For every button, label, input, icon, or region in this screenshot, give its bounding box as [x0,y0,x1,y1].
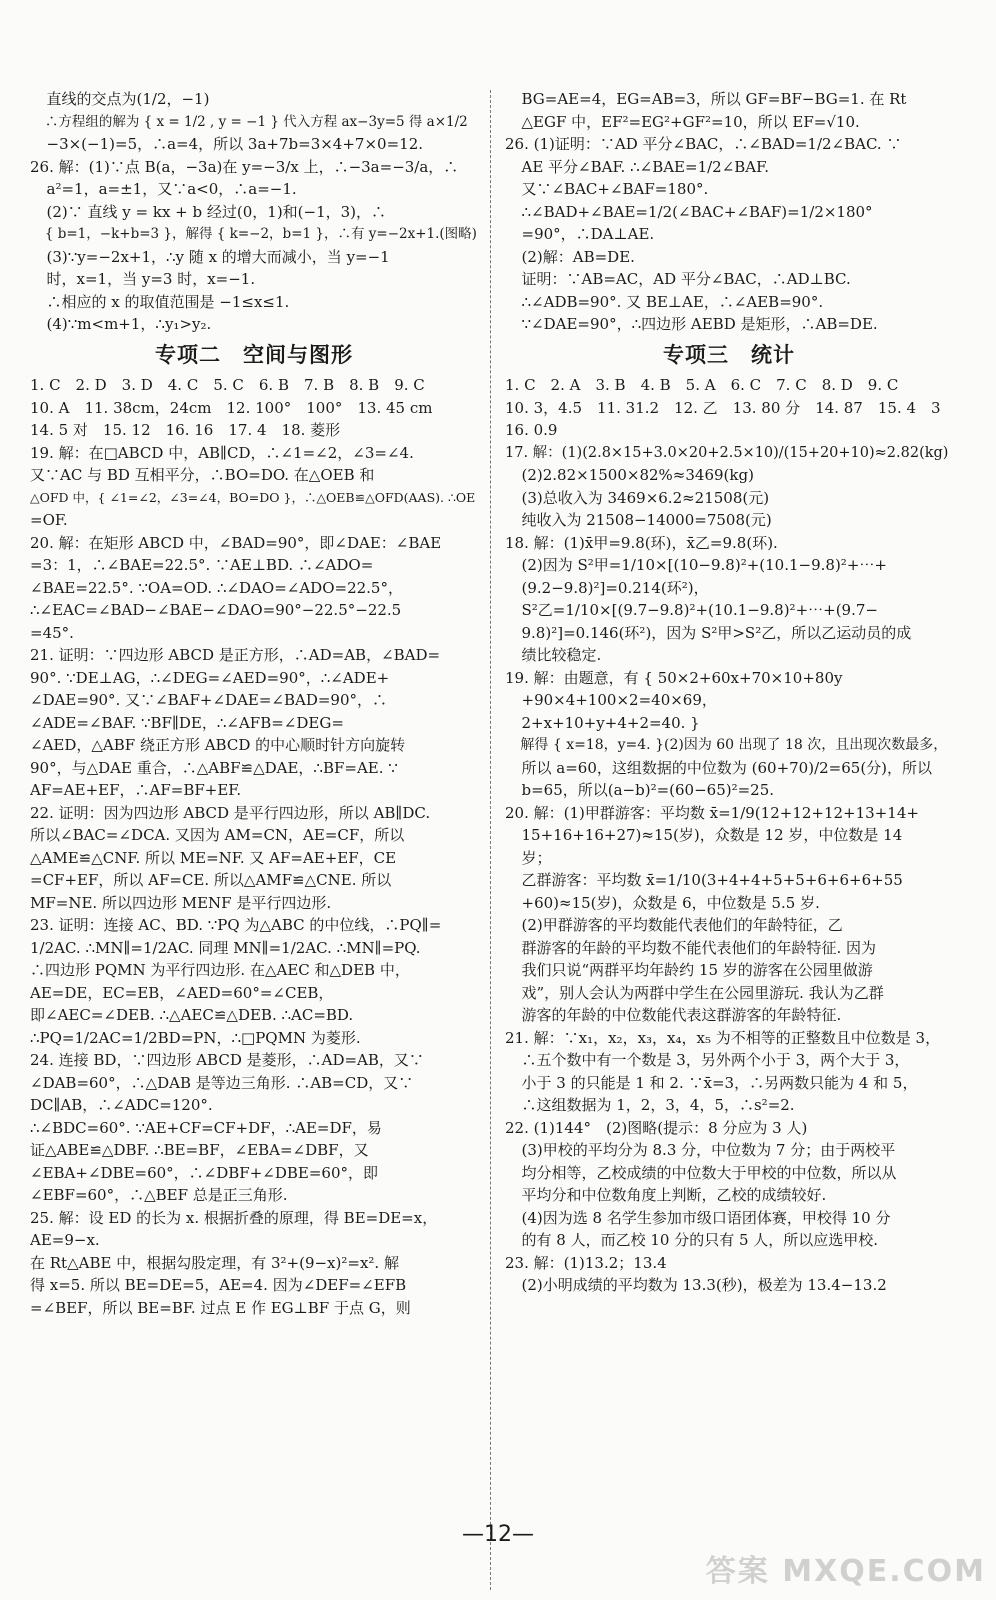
question-21-stats [505,1027,953,1117]
watermark-logo [706,1546,986,1590]
text-line: 在 Rt△ABE 中，根据勾股定理，有 3²+(9−x)²=x². 解 [30,1253,399,1272]
text-line: AE=9−x. [30,1231,100,1249]
answers-section-3 [505,374,953,442]
text-line: 解得 { x=18，y=4. }(2)因为 60 出现了 18 次，且出现次数最多， [520,737,948,753]
text-line: =OF. [30,511,68,529]
text-line: +90×4+100×2=40×69， [521,691,717,709]
text-line: 即∠AEC=∠DEB. ∴△AEC≌△DEB. ∴AC=BD. [30,1006,354,1024]
text-line: 小于 3 的只能是 1 和 2. ∵x̄=3，∴另两数只能为 4 和 5， [521,1073,918,1092]
block-intersection [30,88,478,156]
text-line: 又∵∠BAC+∠BAF=180°. [521,180,709,198]
text-line: ∴∠BAD+∠BAE=1/2(∠BAC+∠BAF)=1/2×180° [521,202,873,221]
text-line: 我们只说“两群平均年龄约 15 岁的游客在公园里做游 [521,961,873,979]
text-line: ∠DAE=90°. 又∵∠BAF+∠DAE=∠BAD=90°，∴ [30,691,388,709]
text-line: ∠ADE=∠BAF. ∵BF∥DE，∴∠AFB=∠DEG= [30,713,344,732]
text-line: 直线的交点为(1/2，−1) [46,90,210,108]
text-line: 15+16+16+27)≈15(岁)，众数是 12 岁，中位数是 14 [521,826,903,844]
text-line: =90°，∴DA⊥AE. [521,225,655,243]
text-line: ∴∠BDC=60°. ∵AE+CF=CF+DF，∴AE=DF，易 [30,1118,382,1137]
text-line: ∠DAB=60°，∴△DAB 是等边三角形. ∴AB=CD，又∵ [30,1073,414,1092]
text-line: 10. 3，4.5 11. 31.2 12. 乙 13. 80 分 14. 87 15. 4 3 [505,398,941,417]
text-line: 乙群游客：平均数 x̄=1/10(3+4+4+5+5+6+6+6+55 [521,871,903,889]
text-line: ∵∠DAE=90°，∴四边形 AEBD 是矩形，∴AB=DE. [521,315,878,333]
text-line: =45°. [30,623,74,642]
text-line: △EGF 中，EF²=EG²+GF²=10，所以 EF=√10. [521,112,860,131]
question-23-stats [505,1252,953,1297]
answers-section-2 [30,374,478,442]
text-line: 14. 5 对 15. 12 16. 16 17. 4 18. 菱形 [30,421,341,439]
page-number: —12— [462,1522,534,1547]
question-24 [30,1049,478,1207]
text-line: 得 x=5. 所以 BE=DE=5，AE=4. 因为∠DEF=∠EFB [30,1276,407,1294]
text-line: 戏”，别人会认为两群中学生在公园里游玩. 我认为乙群 [521,983,884,1002]
text-line: (2)小明成绩的平均数为 13.3(秒)，极差为 13.4−13.2 [521,1276,887,1294]
text-line: 23. 证明：连接 AC、BD. ∵PQ 为△ABC 的中位线，∴PQ∥= [30,916,442,934]
section-2-title: 专项二 空间与图形 [155,342,353,367]
text-line: 1. C 2. A 3. B 4. B 5. A 6. C 7. C 8. D 9. C [505,376,899,394]
text-line: (3)总收入为 3469×6.2≈21508(元) [521,488,770,507]
text-line: 22. (1)144° (2)图略(提示：8 分应为 3 人) [505,1118,808,1137]
text-line: =∠BEF，所以 BE=BF. 过点 E 作 EG⊥BF 于点 G，则 [30,1298,411,1317]
text-line: 1/2AC. ∴MN∥=1/2AC. 同理 MN∥=1/2AC. ∴MN∥=PQ. [30,938,421,957]
text-line: 所以 a=60，这组数据的中位数为 (60+70)/2=65(分)，所以 [521,758,933,777]
question-25-continued [505,88,953,133]
text-line: 19. 解：由题意，有 { 50×2+60x+70×10+80y [505,668,843,687]
question-17 [505,442,953,532]
question-25 [30,1207,478,1320]
text-line: 20. 解：在矩形 ABCD 中，∠BAD=90°，即∠DAE：∠BAE [30,533,442,552]
text-line: 2+x+10+y+4+2=40. } [521,713,700,732]
text-line: (2)∵ 直线 y = kx + b 经过(0，1)和(−1，3)，∴ [46,202,387,221]
text-line: 24. 连接 BD，∵四边形 ABCD 是菱形，∴AD=AB，又∵ [30,1051,424,1069]
text-line: 19. 解：在□ABCD 中，AB∥CD，∴∠1=∠2，∠3=∠4. [30,443,414,462]
question-23 [30,914,478,1049]
text-line: ∴∠EAC=∠BAD−∠BAE−∠DAO=90°−22.5°−22.5 [30,601,402,619]
text-line: AE=DE，EC=EB，∠AED=60°=∠CEB， [30,983,334,1002]
text-line: 1. C 2. D 3. D 4. C 5. C 6. B 7. B 8. B 9. C [30,376,425,394]
text-line: (9.2−9.8)²]=0.214(环²)， [521,578,709,597]
question-19 [30,442,478,532]
text-line: (2)甲群游客的平均数能代表他们的年龄特征，乙 [521,916,843,934]
text-line: ∠BAE=22.5°. ∵OA=OD. ∴∠DAO=∠ADO=22.5°， [30,578,403,597]
question-20-stats [505,802,953,1027]
text-line: 又∵AC 与 BD 互相平分，∴BO=DO. 在△OEB 和 [30,466,375,484]
text-line: { b=1，−k+b=3 }，解得 { k=−2，b=1 }，∴有 y=−2x+1.(图略) [44,226,477,242]
text-line: 绩比较稳定. [521,646,602,664]
text-line: 16. 0.9 [505,421,558,439]
text-line: 26. (1)证明：∵AD 平分∠BAC，∴∠BAD=1/2∠BAC. ∵ [505,135,902,153]
text-line: 证明：∵AB=AC，AD 平分∠BAC，∴AD⊥BC. [521,270,851,288]
text-line: a²=1，a=±1，又∵a<0，∴a=−1. [46,180,297,198]
text-line: BG=AE=4，EG=AB=3，所以 GF=BF−BG=1. 在 Rt [521,90,907,108]
text-line: 游客的年龄的中位数能代表这群游客的年龄特征. [521,1006,842,1024]
text-line: ∴PQ=1/2AC=1/2BD=PN，∴□PQMN 为菱形. [30,1028,361,1047]
question-18 [505,532,953,667]
text-line: ∠EBF=60°，∴△BEF 总是正三角形. [30,1186,288,1204]
text-line: 平均分和中位数角度上判断，乙校的成绩较好. [521,1186,827,1204]
text-line: 均分相等，乙校成绩的中位数大于甲校的中位数，所以从 [521,1163,897,1182]
text-line: 25. 解：设 ED 的长为 x. 根据折叠的原理，得 BE=DE=x， [30,1208,438,1227]
text-line: 10. A 11. 38cm，24cm 12. 100° 100° 13. 45 cm [30,398,433,417]
question-22 [30,802,478,915]
text-line: 所以∠BAC=∠DCA. 又因为 AM=CN，AE=CF，所以 [30,826,405,844]
text-line: (3)∵y=−2x+1，∴y 随 x 的增大而减小，当 y=−1 [46,247,390,266]
text-line: 20. 解：(1)甲群游客：平均数 x̄=1/9(12+12+12+13+14+ [505,803,919,822]
text-line: (2)因为 S²甲=1/10×[(10−9.8)²+(10.1−9.8)²+⋯+ [521,556,887,574]
text-line: (4)因为选 8 名学生参加市级口语团体赛，甲校得 10 分 [521,1208,891,1227]
text-line: MF=NE. 所以四边形 MENF 是平行四边形. [30,893,332,912]
text-line: (2)2.82×1500×82%≈3469(kg) [521,466,754,484]
text-line: 的有 8 人，而乙校 10 分的只有 5 人，所以应选甲校. [521,1231,879,1249]
text-line: S²乙=1/10×[(9.7−9.8)²+(10.1−9.8)²+⋯+(9.7− [521,601,878,619]
question-26-left [30,156,478,336]
right-column [505,88,953,1297]
text-line: 26. 解：(1)∵点 B(a，−3a)在 y=−3/x 上，∴−3a=−3/a，∴ [30,157,459,176]
text-line: (2)解：AB=DE. [521,247,635,266]
text-line: 17. 解：(1)(2.8×15+3.0×20+2.5×10)/(15+20+10)≈2.82(kg) [505,444,949,461]
text-line: (3)甲校的平均分为 8.3 分，中位数为 7 分；由于两校平 [521,1141,896,1159]
text-line: =3：1，∴∠BAE=22.5°. ∵AE⊥BD. ∴∠ADO= [30,556,374,574]
text-line: 18. 解：(1)x̄甲=9.8(环)，x̄乙=9.8(环). [505,533,778,552]
question-20 [30,532,478,645]
question-21 [30,644,478,802]
left-column [30,88,478,1319]
text-line: 90°，与△DAE 重合，∴△ABF≌△DAE，∴BF=AE. ∵ [30,758,398,777]
text-line: 90°. ∵DE⊥AG，∴∠DEG=∠AED=90°，∴∠ADE+ [30,668,390,687]
text-line: 23. 解：(1)13.2；13.4 [505,1253,667,1272]
text-line: 时，x=1，当 y=3 时，x=−1. [46,270,256,288]
text-line: 岁； [521,848,552,867]
text-line: ∴方程组的解为 { x = 1/2 , y = −1 } 代入方程 ax−3y=5 得 a×1/2 [44,113,468,130]
question-22-stats [505,1117,953,1252]
column-divider [490,90,491,1590]
question-26-right [505,133,953,336]
text-line: ∠EBA+∠DBE=60°，∴∠DBF+∠DBE=60°，即 [30,1163,378,1182]
text-line: 21. 证明：∵四边形 ABCD 是正方形，∴AD=AB，∠BAD= [30,646,441,664]
text-line: 纯收入为 21508−14000=7508(元) [521,511,772,529]
text-line: AE 平分∠BAF. ∴∠BAE=1/2∠BAF. [521,157,769,176]
text-line: b=65，所以(a−b)²=(60−65)²=25. [521,781,775,799]
text-line: ∠AED，△ABF 绕正方形 ABCD 的中心顺时针方向旋转 [30,736,406,754]
text-line: △OFD 中，{ ∠1=∠2，∠3=∠4，BO=DO }，∴△OEB≌△OFD(AAS). ∴OE [30,489,476,505]
text-line: 证△ABE≌△DBF. ∴BE=BF，∠EBA=∠DBF，又 [30,1141,369,1159]
watermark-text: 答案 MXQE.COM [705,1554,986,1589]
text-line: (4)∵m<m+1，∴y₁>y₂. [46,315,212,333]
text-line: 9.8)²]=0.146(环²)，因为 S²甲>S²乙，所以乙运动员的成 [521,623,912,642]
section-3-title: 专项三 统计 [663,342,795,367]
text-line: =CF+EF，所以 AF=CE. 所以△AMF≌△CNE. 所以 [30,871,392,889]
text-line: ∴∠ADB=90°. 又 BE⊥AE，∴∠AEB=90°. [521,292,824,311]
text-line: ∴四边形 PQMN 为平行四边形. 在△AEC 和△DEB 中， [30,961,410,979]
text-line: ∴这组数据为 1，2，3，4，5，∴s²=2. [521,1096,795,1114]
text-line: AF=AE+EF，∴AF=BF+EF. [30,781,242,799]
text-line: 群游客的年龄的平均数不能代表他们的年龄特征. 因为 [521,938,877,957]
text-line: +60)≈15(岁)，众数是 6，中位数是 5.5 岁. [521,893,820,912]
text-line: 22. 证明：因为四边形 ABCD 是平行四边形，所以 AB∥DC. [30,803,431,822]
text-line: △AME≌△CNF. 所以 ME=NF. 又 AF=AE+EF，CE [30,848,397,867]
text-line: ∴相应的 x 的取值范围是 −1≤x≤1. [46,292,290,311]
text-line: 21. 解：∵x₁，x₂，x₃，x₄，x₅ 为不相等的正整数且中位数是 3， [505,1028,941,1047]
text-line: −3×(−1)=5，∴a=4，所以 3a+7b=3×4+7×0=12. [46,135,424,153]
text-line: ∴五个数中有一个数是 3，另外两个小于 3，两个大于 3， [521,1051,910,1069]
text-line: DC∥AB，∴∠ADC=120°. [30,1096,213,1114]
question-19-stats [505,667,953,802]
